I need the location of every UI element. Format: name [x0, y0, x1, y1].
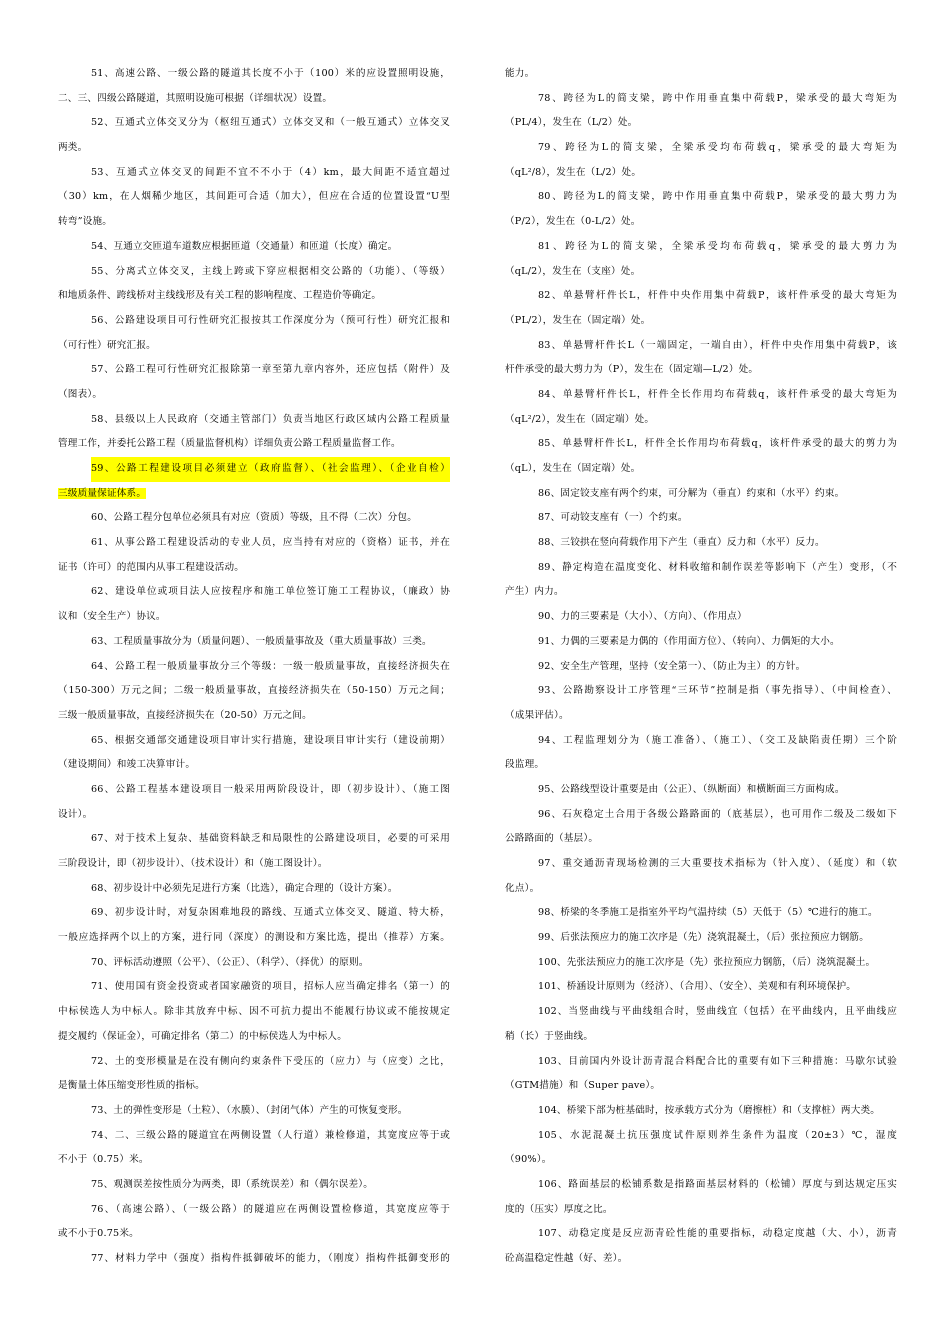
text-line	[505, 1222, 897, 1247]
text-line-content: 80、跨径为L的简支梁，跨中作用垂直集中荷载P，梁承受的最大剪力为	[538, 191, 897, 203]
text-line	[505, 62, 897, 87]
text-line	[58, 827, 450, 852]
text-line	[58, 334, 450, 359]
text-line-content: 99、后张法预应力的施工次序是（先）浇筑混凝土，（后）张拉预应力钢筋。	[538, 932, 870, 944]
text-line	[58, 1050, 450, 1075]
text-line-content: 79、跨径为L的简支梁，全梁承受均布荷载q，梁承受的最大弯矩为	[538, 142, 897, 154]
text-line-content: （qL/2），发生在（支座）处。	[505, 265, 641, 277]
text-line	[505, 901, 897, 926]
text-line	[505, 136, 897, 161]
text-line	[58, 260, 450, 285]
text-line-content: （图表）。	[58, 388, 103, 400]
text-line-content: 81、跨径为L的简支梁，全梁承受均布荷载q，梁承受的最大剪力为	[538, 240, 897, 252]
text-line	[58, 482, 450, 507]
text-line-content: （PL/4），发生在（L/2）处。	[505, 117, 638, 129]
text-line-content: 68、初步设计中必须先足进行方案（比选），确定合理的（设计方案）。	[91, 882, 398, 894]
text-line-content: 67、对于技术上复杂、基础资料缺乏和局限性的公路建设项目，必要的可采用	[91, 833, 450, 845]
text-line-content: 56、公路建设项目可行性研究汇报按其工作深度分为（预可行性）研究汇报和	[91, 314, 450, 326]
text-line-content: 76、（高速公路）、（一级公路）的隧道应在两侧设置检修道，其宽度应等于	[91, 1203, 450, 1215]
text-line-content: 106、路面基层的松铺系数是指路面基层材料的（松铺）厚度与到达规定压实	[538, 1178, 897, 1190]
text-line	[58, 1099, 450, 1124]
text-line	[505, 408, 897, 433]
text-line	[505, 1198, 897, 1223]
text-line-content: 95、公路线型设计重要是由（公正）、（纵断面）和横断面三方面构成。	[538, 783, 845, 795]
text-line	[58, 358, 450, 383]
text-line	[505, 679, 897, 704]
text-line-content: 74、二、三级公路的隧道宜在两侧设置（人行道）兼检修道，其宽度应等于或	[91, 1129, 450, 1141]
text-line	[505, 778, 897, 803]
text-line	[505, 358, 897, 383]
text-line	[58, 951, 450, 976]
text-line	[505, 1173, 897, 1198]
text-line-content: 杆件承受的最大剪力为（P），发生在（固定端—L/2）处。	[505, 364, 759, 376]
text-line	[505, 432, 897, 457]
text-line-content: 59、公路工程建设项目必须建立（政府监督）、（社会监理）、（企业自检）	[91, 457, 450, 482]
text-line	[505, 556, 897, 581]
text-line-content: 92、安全生产管理，坚持（安全第一）、（防止为主）的方针。	[538, 660, 806, 672]
text-line	[505, 457, 897, 482]
text-line-content: 能力。	[505, 68, 535, 79]
text-line	[58, 1074, 450, 1099]
text-line-content: （P/2），发生在（0-L/2）处。	[505, 216, 641, 228]
text-line-content: 63、工程质量事故分为（质量问题）、一般质量事故及（重大质量事故）三类。	[91, 635, 432, 647]
text-line	[505, 729, 897, 754]
text-line-content: 103、目前国内外设计沥青混合料配合比的重要有如下三种措施：马歇尔试验	[538, 1055, 897, 1067]
text-line-content: 公路路面的（基层）。	[505, 833, 599, 845]
text-line-content: 64、公路工程一般质量事故分三个等级：一级一般质量事故，直接经济损失在	[91, 660, 450, 672]
text-line	[58, 210, 450, 235]
text-line	[505, 580, 897, 605]
text-line-content: 55、分离式立体交叉，主线上跨或下穿应根据相交公路的（功能）、（等级）	[91, 265, 450, 277]
text-line-content: 100、先张法预应力的施工次序是（先）张拉预应力钢筋，（后）浇筑混凝土。	[538, 956, 876, 968]
text-line	[58, 1025, 450, 1050]
text-line-content: 度的（压实）厚度之比。	[505, 1203, 613, 1215]
text-line-content: 61、从事公路工程建设活动的专业人员，应当持有对应的（资格）证书，并在	[91, 537, 450, 549]
text-line-content: 96、石灰稳定土合用于各级公路路面的（底基层），也可用作二级及二级如下	[538, 808, 897, 820]
text-line-content: 77、材料力学中（强度）指构件抵御破坏的能力，（刚度）指构件抵御变形的	[91, 1253, 450, 1264]
text-line-content: 98、桥梁的冬季施工是指室外平均气温持续（5）天低于（5）℃进行的施工。	[538, 907, 878, 919]
text-line-content: 83、单悬臂杆件长L（一端固定，一端自由），杆件中央作用集中荷载P，该	[538, 339, 897, 351]
text-line	[505, 161, 897, 186]
text-line	[505, 506, 897, 531]
text-line-content: 产生）内力。	[505, 586, 564, 598]
text-line-content: 102、当竖曲线与平曲线组合时，竖曲线宜（包括）在平曲线内，且平曲线应	[538, 1006, 897, 1018]
text-line	[58, 704, 450, 729]
text-line-content: 88、三铰拱在竖向荷载作用下产生（垂直）反力和（水平）反力。	[538, 537, 825, 549]
text-line	[58, 1000, 450, 1025]
text-line	[58, 803, 450, 828]
text-line-content: 52、互通式立体交叉分为（枢纽互通式）立体交叉和（一般互通式）立体交叉	[91, 117, 450, 129]
text-line	[58, 901, 450, 926]
text-line-content: （qL），发生在（固定端）处。	[505, 463, 641, 474]
text-line	[505, 1099, 897, 1124]
text-line-content: （90%）。	[505, 1154, 552, 1166]
text-line	[505, 260, 897, 285]
text-line	[58, 531, 450, 556]
text-line-content: 97、重交通沥青现场检测的三大重要技术指标为（针入度）、（延度）和（软	[538, 858, 897, 869]
text-line	[505, 531, 897, 556]
text-line	[505, 1148, 897, 1173]
text-line	[58, 1198, 450, 1223]
text-line	[58, 556, 450, 581]
text-line	[58, 309, 450, 334]
text-line	[58, 655, 450, 680]
text-line	[505, 210, 897, 235]
text-line	[58, 506, 450, 531]
text-line	[505, 87, 897, 112]
text-line-content: 议和（安全生产）协议。	[58, 611, 166, 623]
text-line	[58, 235, 450, 260]
text-line	[58, 383, 450, 408]
text-line-content: 89、静定构造在温度变化、材料收缩和制作误差等影响下（产生）变形，（不	[538, 561, 897, 573]
text-line	[58, 630, 450, 655]
text-line-content: 60、公路工程分包单位必须具有对应（资质）等级，且不得（二次）分包。	[91, 512, 418, 524]
text-line	[505, 1025, 897, 1050]
text-line-content: （30）km，在人烟稀少地区，其间距可合适（加大），但应在合适的位置设置“U型	[58, 191, 450, 203]
text-line	[505, 284, 897, 309]
text-line	[58, 457, 450, 482]
text-line-content: 71、使用国有资金投资或者国家融资的项目，招标人应当确定排名（第一）的	[91, 981, 450, 993]
text-line	[505, 111, 897, 136]
text-line	[58, 975, 450, 1000]
text-line-content: 62、建设单位或项目法人应按程序和施工单位签订施工工程协议，（廉政）协	[91, 586, 450, 598]
text-line	[505, 975, 897, 1000]
text-line	[58, 1247, 450, 1272]
left-text-column	[58, 62, 450, 1272]
text-line-content: 51、高速公路、一级公路的隧道其长度不小于（100）米的应设置照明设施，	[91, 68, 450, 79]
text-line-content: 86、固定铰支座有两个约束，可分解为（垂直）约束和（水平）约束。	[538, 487, 845, 499]
text-line-content: 93、公路勘察设计工序管理“三环节”控制是指（事先指导）、（中间检查）、	[538, 685, 897, 697]
text-line-content: 砼高温稳定性越（好、差）。	[505, 1253, 628, 1264]
text-line	[58, 62, 450, 87]
text-line	[58, 877, 450, 902]
text-line-content: 91、力偶的三要素是力偶的（作用面方位）、（转向）、力偶矩的大小。	[538, 635, 840, 647]
text-line	[505, 309, 897, 334]
text-line-content: 65、根据交通部交通建设项目审计实行措施，建设项目审计实行（建设前期）	[91, 734, 450, 746]
text-line-content: 三阶段设计，即（初步设计）、（技术设计）和（施工图设计）。	[58, 858, 328, 869]
text-line	[58, 1148, 450, 1173]
text-line-content: 82、单悬臂杆件长L，杆件中央作用集中荷载P，该杆件承受的最大弯矩为	[538, 290, 897, 302]
text-line-content: 和地质条件、跨线桥对主线线形及有关工程的影响程度、工程造价等确定。	[58, 290, 382, 302]
text-line	[505, 753, 897, 778]
text-line	[505, 951, 897, 976]
text-line	[58, 778, 450, 803]
text-line-content: 是衡量土体压缩变形性质的指标。	[58, 1080, 205, 1092]
text-line	[505, 926, 897, 951]
text-line-content: 三级质量保证体系。	[58, 487, 147, 499]
text-line-content: 53、互通式立体交叉的间距不宜不不小于（4）km，最大间距不适宜超过	[91, 166, 450, 178]
text-line-content: 不小于（0.75）米。	[58, 1154, 149, 1166]
text-line	[505, 704, 897, 729]
text-line-content: （可行性）研究汇报。	[58, 339, 156, 351]
text-line-content: 104、桥梁下部为桩基础时，按承载方式分为（磨擦桩）和（支撑桩）两大类。	[538, 1104, 881, 1116]
text-line	[58, 729, 450, 754]
text-line-content: 稍（长）于竖曲线。	[505, 1030, 594, 1042]
text-line	[58, 605, 450, 630]
text-line-content: 72、土的变形模量是在没有侧向约束条件下受压的（应力）与（应变）之比，	[91, 1055, 450, 1067]
text-line	[505, 1074, 897, 1099]
text-line	[58, 1124, 450, 1149]
text-line-content: （150-300）万元之间；二级一般质量事故，直接经济损失在（50-150）万元之间；	[58, 685, 450, 697]
text-line	[505, 1050, 897, 1075]
text-line	[58, 1173, 450, 1198]
text-line	[505, 334, 897, 359]
text-line	[58, 679, 450, 704]
text-line-content: 69、初步设计时，对复杂困难地段的路线、互通式立体交叉、隧道、特大桥，	[91, 907, 450, 919]
text-line-content: （GTM措施）和（Super pave）。	[505, 1080, 661, 1092]
right-text-column	[505, 62, 897, 1272]
text-line	[505, 235, 897, 260]
text-line-content: 设计）。	[58, 808, 93, 820]
text-line	[58, 1222, 450, 1247]
text-line	[58, 852, 450, 877]
text-line-content: 85、单悬臂杆件长L，杆件全长作用均布荷载q，该杆件承受的最大的剪力为	[538, 438, 897, 450]
text-line	[58, 136, 450, 161]
text-line-content: （qL²/2），发生在（固定端）处。	[505, 413, 655, 425]
text-line	[58, 185, 450, 210]
text-line-content: 75、观测误差按性质分为两类，即（系统误差）和（偶尔误差）。	[91, 1178, 374, 1190]
text-line	[505, 630, 897, 655]
text-line	[58, 432, 450, 457]
text-line	[505, 877, 897, 902]
text-line-content: 提交履约（保证金），可确定排名（第二）的中标侯选人为中标人。	[58, 1030, 348, 1042]
text-line-content: 90、力的三要素是（大小）、（方向）、（作用点）	[538, 611, 747, 623]
text-line-content: 三级一般质量事故，直接经济损失在（20-50）万元之间。	[58, 709, 312, 721]
text-line-content: 中标侯选人为中标人。除非其放弃中标、因不可抗力提出不能履行协议或不能按规定	[58, 1006, 450, 1018]
text-line-content: 二、三、四级公路隧道，其照明设施可根据（详细状况）设置。	[58, 92, 333, 104]
text-line	[58, 111, 450, 136]
text-line	[58, 926, 450, 951]
text-line-content: 一般应选择两个以上的方案，进行同（深度）的测设和方案比选，提出（推荐）方案。	[58, 932, 450, 944]
text-line	[505, 605, 897, 630]
text-line	[505, 655, 897, 680]
text-line	[505, 185, 897, 210]
text-line-content: 101、桥涵设计原则为（经济）、（合用）、（安全）、美观和有利环境保护。	[538, 981, 857, 993]
text-line-content: 66、公路工程基本建设项目一般采用两阶段设计，即（初步设计）、（施工图	[91, 783, 450, 795]
text-line	[505, 827, 897, 852]
text-line-content: 转弯”设施。	[58, 216, 113, 228]
text-line-content: （建设期间）和竣工决算审计。	[58, 759, 196, 771]
text-line	[505, 1124, 897, 1149]
text-line	[58, 161, 450, 186]
text-line	[58, 408, 450, 433]
text-line-content: 段监理。	[505, 759, 545, 771]
text-line-content: 化点）。	[505, 882, 540, 894]
text-line-content: 105、水泥混凝土抗压强度试件原则养生条件为温度（20±3）℃，湿度	[538, 1129, 897, 1141]
text-line-content: 87、可动铰支座有（一）个约束。	[538, 512, 688, 524]
text-line-content: 54、互通立交匝道车道数应根据匝道（交通量）和匝道（长度）确定。	[91, 240, 398, 252]
text-line-content: 107、动稳定度是反应沥青砼性能的重要指标，动稳定度越（大、小），沥青	[538, 1228, 897, 1240]
text-line-content: （qL²/8），发生在（L/2）处。	[505, 166, 642, 178]
text-line-content: （PL/2），发生在（固定端）处。	[505, 314, 651, 326]
text-line-content: 94、工程监理划分为（施工准备）、（施工）、（交工及缺陷责任期）三个阶	[538, 734, 897, 746]
text-line-content: 70、评标活动遵照（公平）、（公正）、（科学）、（择优）的原则。	[91, 956, 369, 968]
text-line-content: 管理工作，并委托公路工程（质量监督机构）详细负责公路工程质量监督工作。	[58, 438, 401, 450]
text-line	[58, 753, 450, 778]
text-line-content: 两类。	[58, 142, 88, 154]
text-line-content: 证书（许可）的范围内从事工程建设活动。	[58, 561, 245, 573]
text-line	[505, 482, 897, 507]
text-line	[58, 87, 450, 112]
text-line-content: 84、单悬臂杆件长L，杆件全长作用均布荷载q，该杆件承受的最大弯矩为	[538, 388, 897, 400]
text-line-content: 78、跨径为L的简支梁，跨中作用垂直集中荷载P，梁承受的最大弯矩为	[538, 92, 897, 104]
text-line	[505, 852, 897, 877]
text-line	[58, 580, 450, 605]
text-line-content: 73、土的弹性变形是（土粒）、（水膜）、（封闭气体）产生的可恢复变形。	[91, 1104, 408, 1116]
text-line	[505, 803, 897, 828]
text-line-content: 或不小于0.75米。	[58, 1228, 139, 1240]
text-line-content: 57、公路工程可行性研究汇报除第一章至第九章内容外，还应包括（附件）及	[91, 364, 450, 376]
text-line	[58, 284, 450, 309]
text-line	[505, 383, 897, 408]
text-line	[505, 1247, 897, 1272]
text-line	[505, 1000, 897, 1025]
text-line-content: 58、县级以上人民政府（交通主管部门）负责当地区行政区域内公路工程质量	[91, 413, 450, 425]
text-line-content: （成果评估）。	[505, 709, 569, 721]
